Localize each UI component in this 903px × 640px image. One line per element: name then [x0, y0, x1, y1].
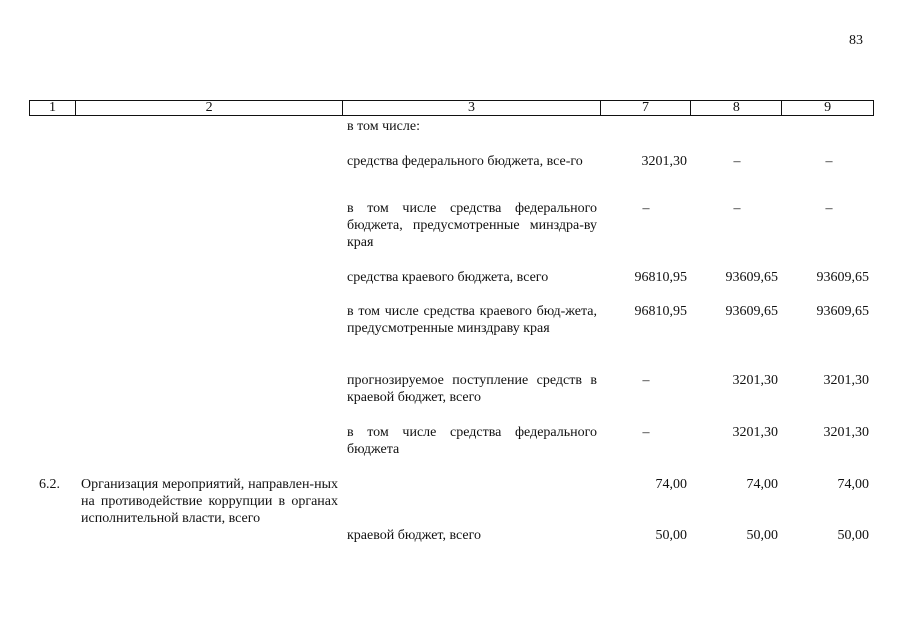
row-value-col-8: 3201,30	[732, 425, 778, 440]
row-value-col-7: 96810,95	[634, 270, 687, 285]
row-value-col-9: –	[825, 154, 833, 169]
row-description: прогнозируемое поступление средств в краевой бюджет, всего	[347, 373, 597, 405]
row-value-col-9: 3201,30	[823, 425, 869, 440]
row-description: в том числе средства краевого бюд-жета, предусмотренные минздраву края	[347, 304, 597, 336]
row-value-col-8: 74,00	[746, 477, 778, 492]
row-description: в том числе средства федерального бюджета, предусмотренные минздра-ву края	[347, 201, 597, 250]
row-value-col-8: 93609,65	[725, 270, 778, 285]
row-value-col-8: –	[733, 154, 741, 169]
header-col-7: 7	[601, 101, 692, 115]
row-value-col-7: –	[642, 425, 650, 440]
header-col-1: 1	[30, 101, 76, 115]
header-col-3: 3	[343, 101, 600, 115]
row-number: 6.2.	[39, 477, 60, 492]
row-description: средства краевого бюджета, всего	[347, 270, 549, 285]
row-value-col-9: 3201,30	[823, 373, 869, 388]
row-name: Организация мероприятий, направлен-ных на противодействие коррупции в органах исполнительной власти, всего	[81, 477, 338, 526]
row-value-col-9: 93609,65	[816, 270, 869, 285]
row-value-col-7: 3201,30	[641, 154, 687, 169]
row-value-col-8: 3201,30	[732, 373, 778, 388]
row-description: в том числе:	[347, 119, 420, 134]
row-value-col-8: –	[733, 201, 741, 216]
header-col-2: 2	[76, 101, 343, 115]
row-value-col-7: –	[642, 373, 650, 388]
header-col-9: 9	[824, 100, 832, 115]
row-description: в том числе средства федерального бюджета	[347, 425, 597, 457]
row-value-col-9: –	[825, 201, 833, 216]
row-value-col-9: 93609,65	[816, 304, 869, 319]
row-description: краевой бюджет, всего	[347, 528, 482, 543]
row-value-col-7: 50,00	[655, 528, 687, 543]
row-value-col-7: –	[642, 201, 650, 216]
row-description: средства федерального бюджета, все-го	[347, 154, 583, 169]
row-value-col-8: 50,00	[746, 528, 778, 543]
row-value-col-7: 74,00	[655, 477, 687, 492]
row-value-col-9: 74,00	[837, 477, 869, 492]
row-value-col-8: 93609,65	[725, 304, 778, 319]
header-col-8: 8	[691, 101, 782, 115]
table-header	[29, 100, 874, 116]
row-value-col-9: 50,00	[837, 528, 869, 543]
page-number: 83	[849, 33, 863, 48]
row-value-col-7: 96810,95	[634, 304, 687, 319]
